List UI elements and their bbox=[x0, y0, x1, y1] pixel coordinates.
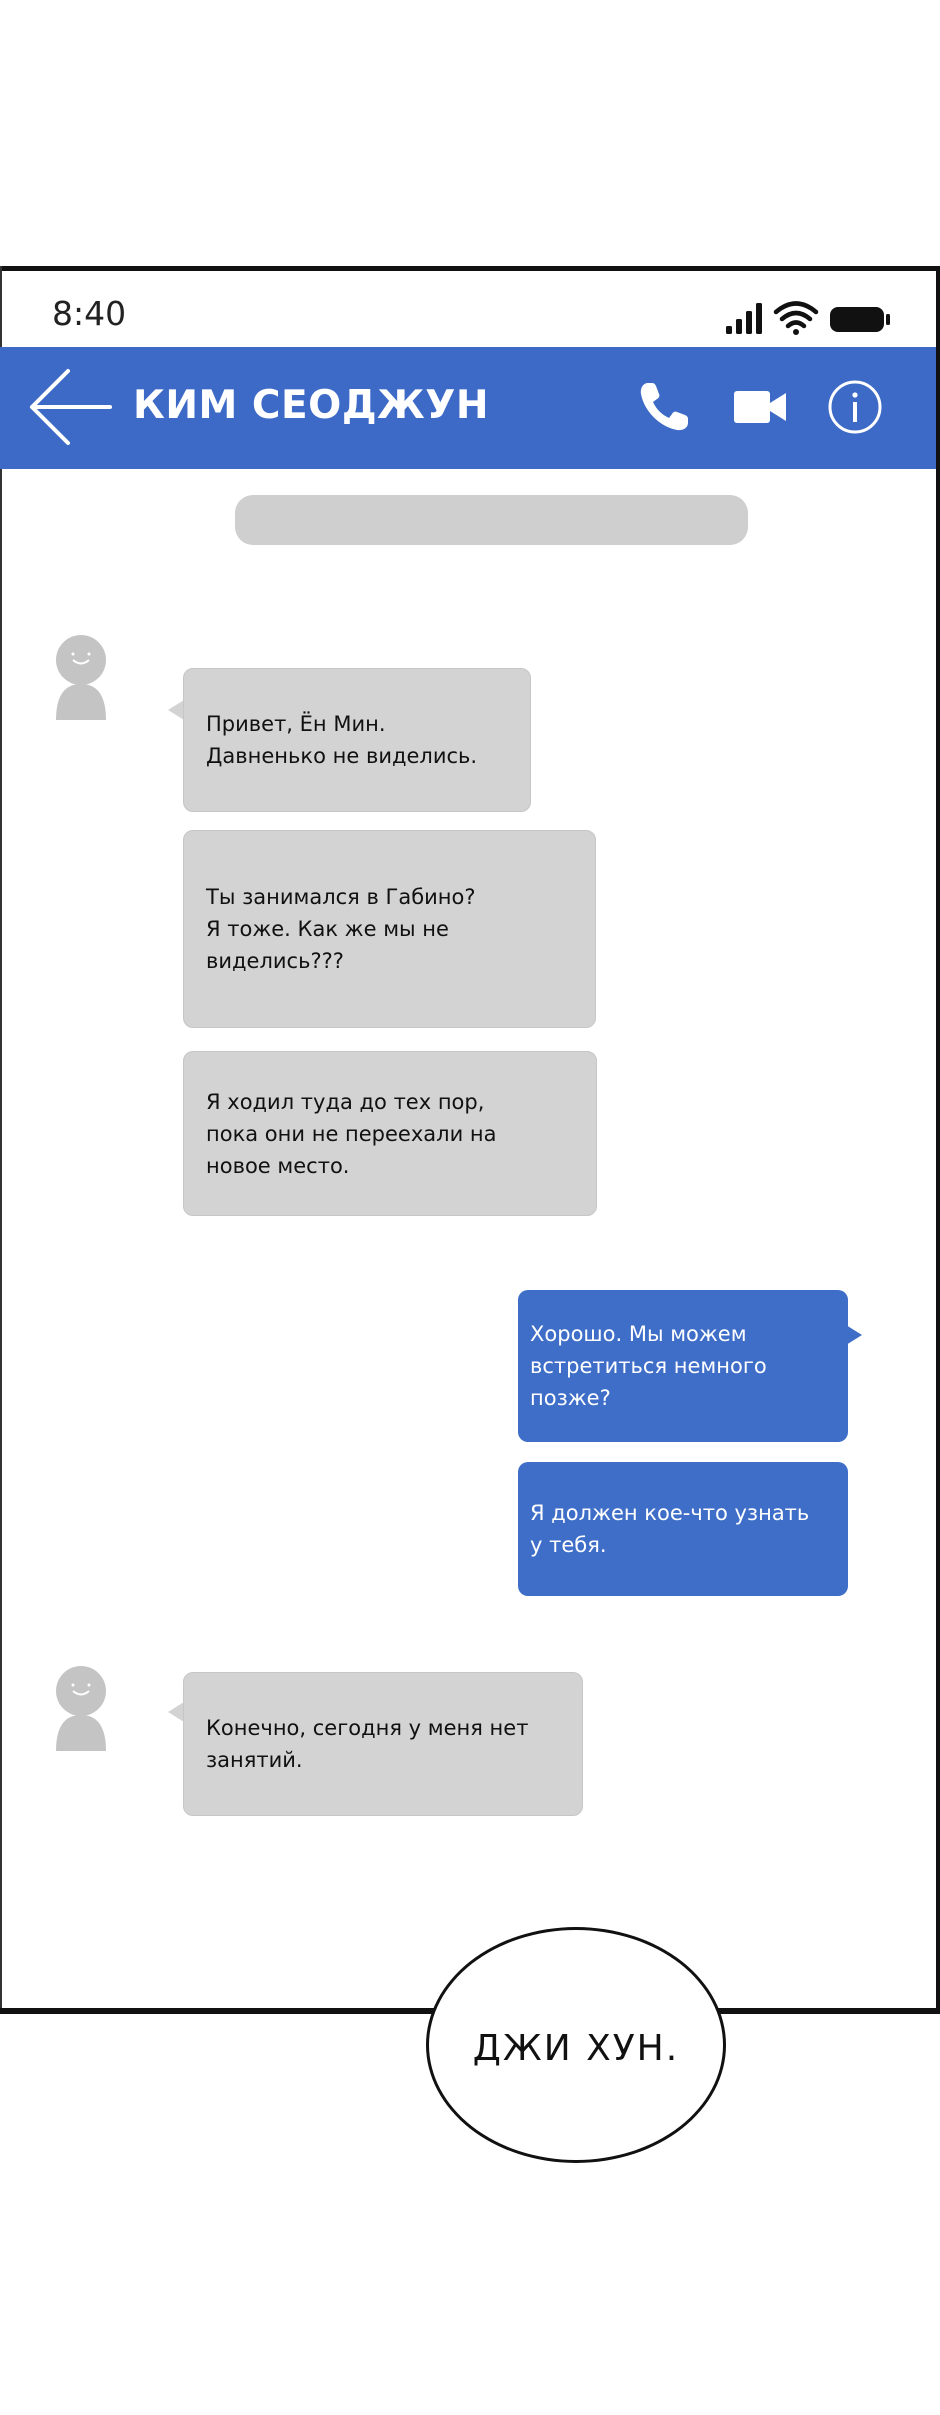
message-text: Привет, Ён Мин. Давненько не виделись. bbox=[206, 712, 478, 768]
battery-icon bbox=[830, 307, 890, 332]
message-bubble-outgoing[interactable] bbox=[518, 1290, 848, 1442]
wifi-icon bbox=[776, 304, 816, 336]
message-bubble-incoming[interactable] bbox=[183, 830, 596, 1028]
contact-name[interactable]: КИМ СЕОДЖУН bbox=[133, 383, 490, 428]
speech-balloon bbox=[426, 1927, 726, 2163]
bubble-tail bbox=[168, 700, 184, 720]
status-time: 8:40 bbox=[52, 294, 127, 333]
video-camera-icon[interactable] bbox=[730, 383, 790, 431]
contact-avatar[interactable] bbox=[52, 634, 110, 722]
date-separator bbox=[235, 495, 748, 545]
message-text: Конечно, сегодня у меня нет занятий. bbox=[206, 1716, 529, 1772]
arrow-left-icon[interactable] bbox=[26, 367, 112, 447]
bubble-tail bbox=[168, 1702, 184, 1722]
signal-icon bbox=[726, 303, 762, 334]
message-text: Я ходил туда до тех пор, пока они не переехали на новое место. bbox=[206, 1089, 497, 1178]
contact-avatar[interactable] bbox=[52, 1665, 110, 1753]
phone-frame-top bbox=[0, 266, 940, 271]
bubble-tail bbox=[846, 1325, 862, 1345]
message-bubble-incoming[interactable] bbox=[183, 1051, 597, 1216]
message-bubble-incoming[interactable] bbox=[183, 1672, 583, 1816]
chat-header bbox=[0, 347, 936, 469]
phone-frame-left bbox=[0, 266, 2, 2014]
message-text: Ты занимался в Габино? Я тоже. Как же мы не виделись??? bbox=[206, 885, 476, 973]
phone-frame-right bbox=[936, 266, 940, 2014]
status-icons bbox=[726, 298, 896, 338]
phone-icon[interactable] bbox=[636, 379, 692, 435]
speech-text: ДЖИ ХУН. bbox=[472, 2027, 680, 2069]
message-text: Я должен кое-что узнать у тебя. bbox=[530, 1501, 810, 1557]
message-bubble-incoming[interactable] bbox=[183, 668, 531, 812]
info-icon[interactable] bbox=[826, 378, 884, 436]
message-bubble-outgoing[interactable] bbox=[518, 1462, 848, 1596]
message-text: Хорошо. Мы можем встретиться немного позже? bbox=[530, 1322, 767, 1410]
